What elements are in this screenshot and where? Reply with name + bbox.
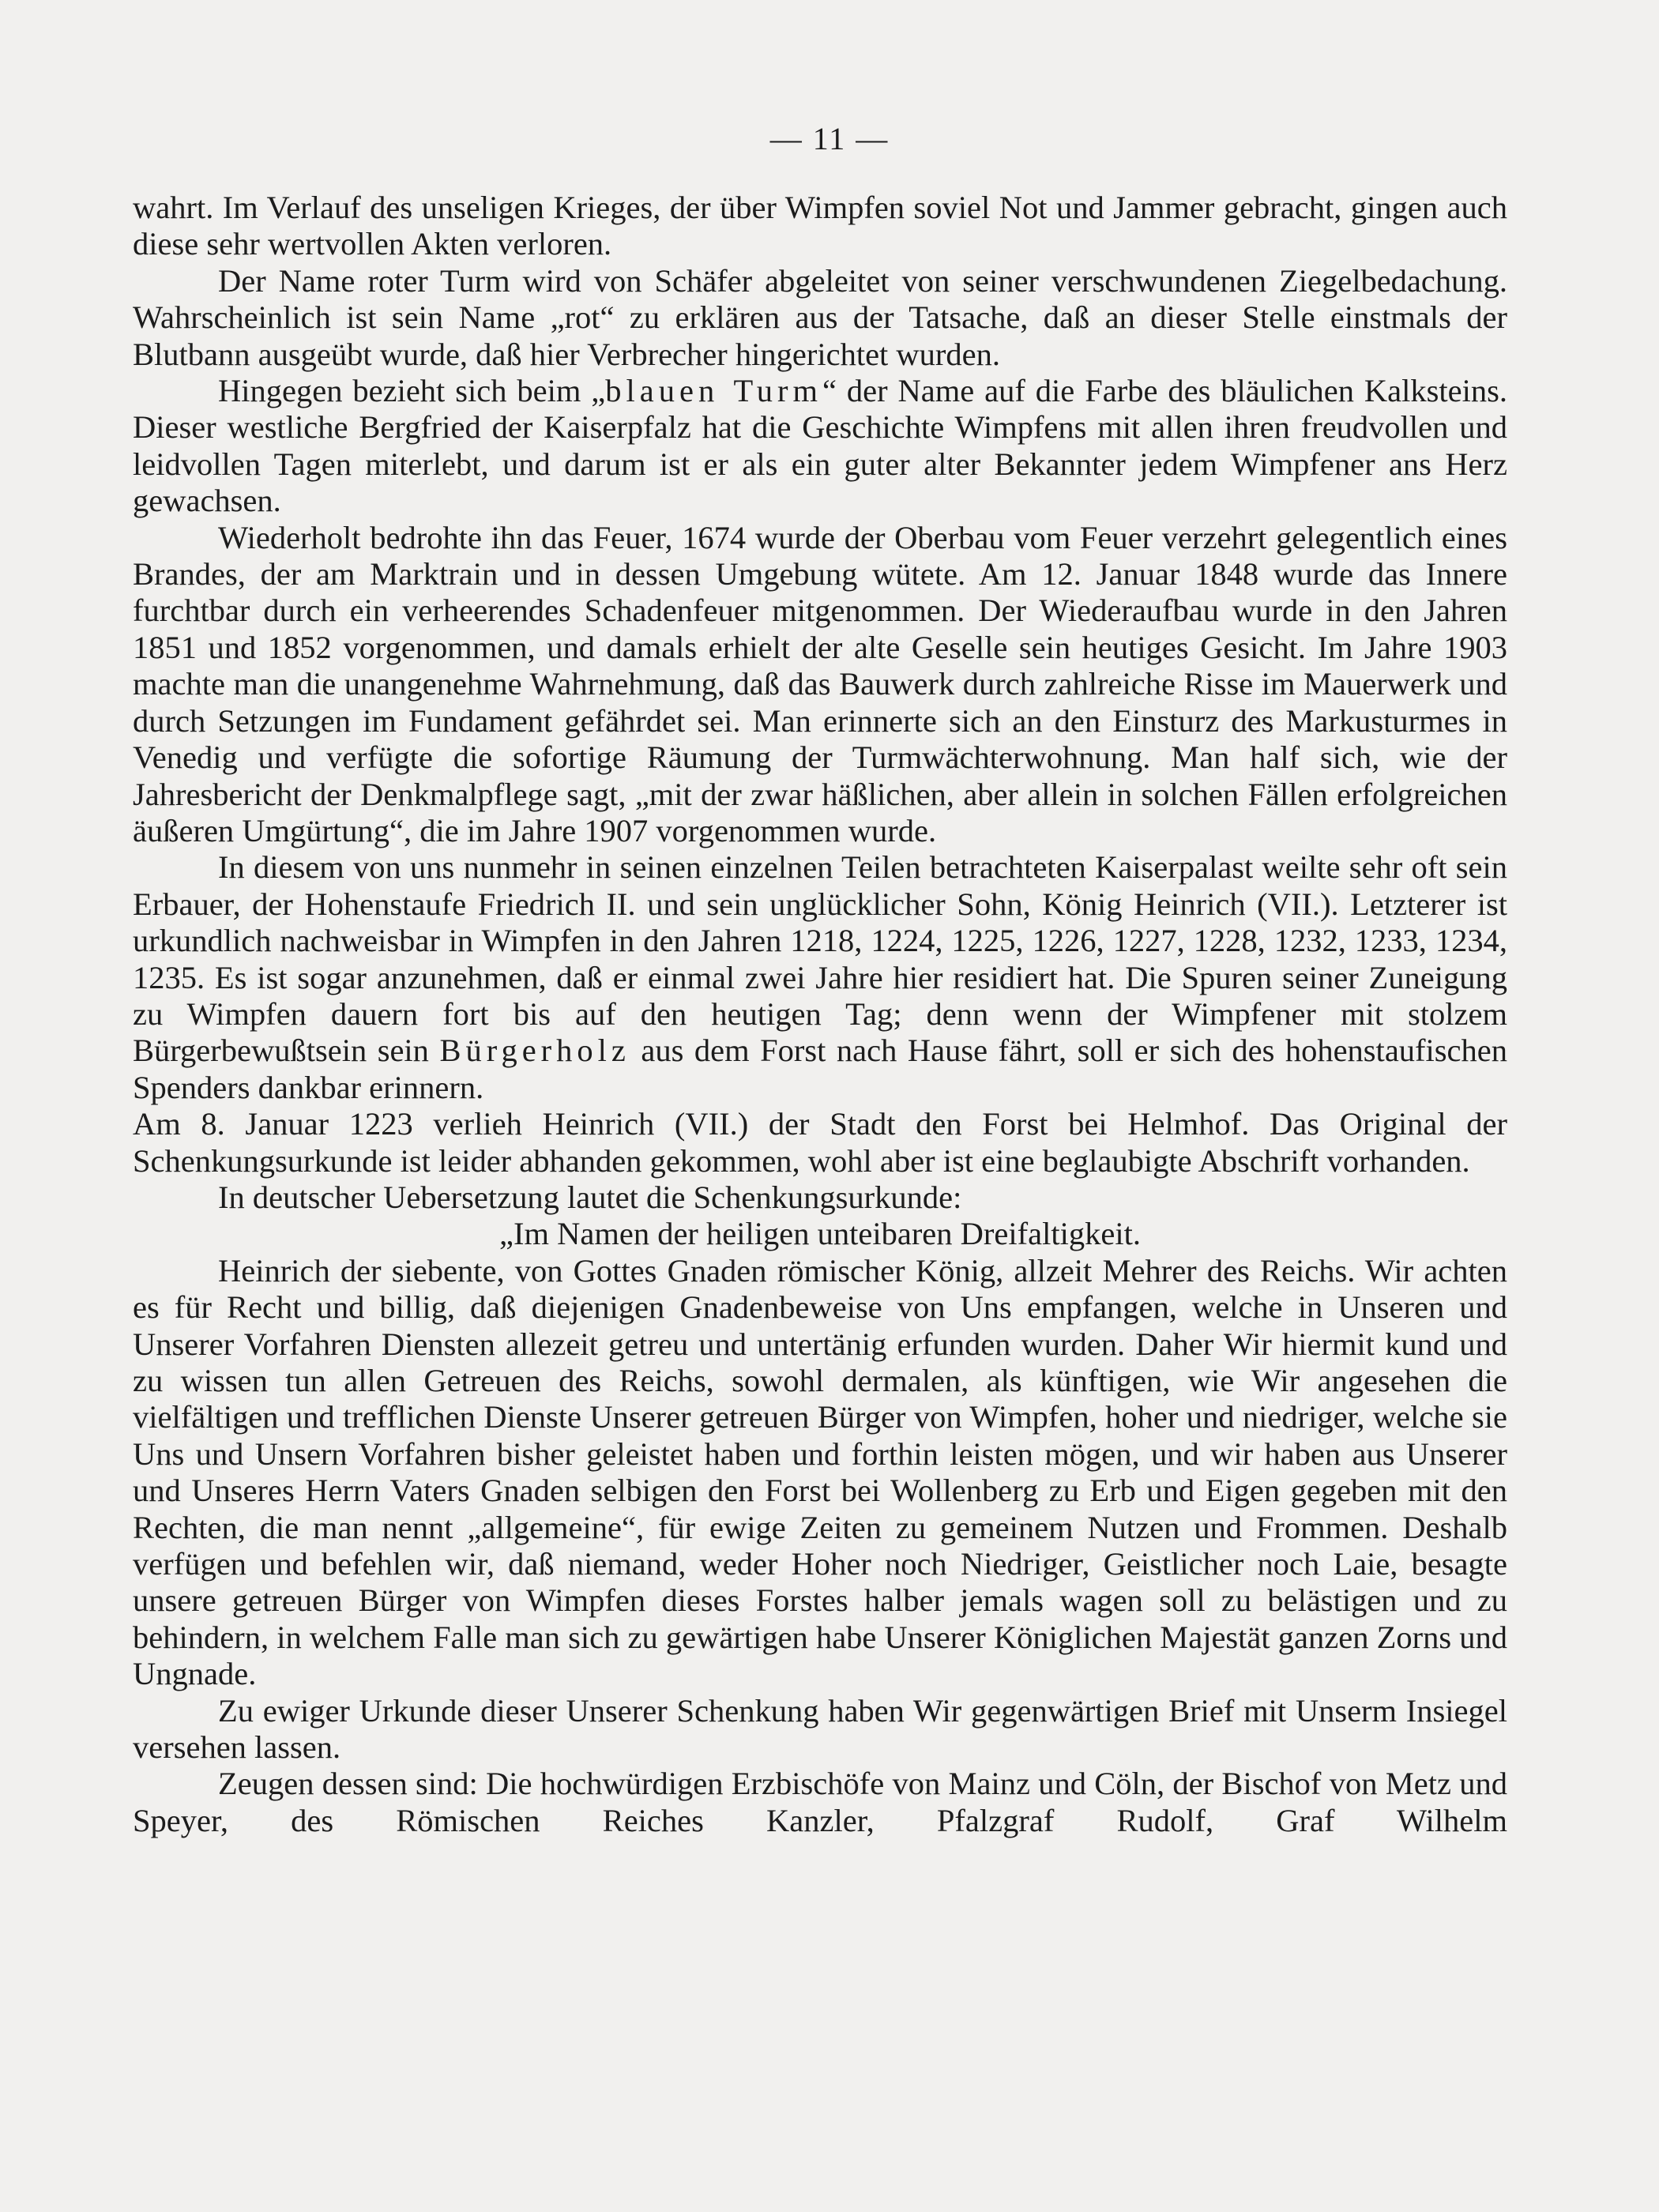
paragraph-text: aus dem Forst nach Hause fährt, soll er sich des hohenstaufischen Spenders dankbar erinnern. <box>133 1033 1507 1105</box>
body-text <box>133 190 1507 1839</box>
paragraph: Heinrich der siebente, von Gottes Gnaden römischer König, allzeit Mehrer des Reichs. Wir achten es für Recht und billig, daß diejenigen Gnadenbeweise von Uns empfangen, welche in Unseren und Unserer Vorfahren Diensten allezeit getreu und untertänig erfunden wurden. Daher Wir hiermit kund und zu wissen tun allen Getreuen des Reichs, sowohl dermalen, als künftigen, wie Wir angesehen die vielfältigen und trefflichen Dienste Unserer getreuen Bürger von Wimpfen, hoher und niedriger, welche sie Uns und Unsern Vorfahren bisher geleistet haben und forthin leisten mögen, und wir haben aus Unserer und Unseres Herrn Vaters Gnaden selbigen den Forst bei Wollenberg zu Erb und Eigen gegeben mit den Rechten, die man nennt „allgemeine“, für ewige Zeiten zu gemeinem Nutzen und Frommen. Deshalb verfügen und befehlen wir, daß niemand, weder Hoher noch Niedriger, Geistlicher noch Laie, besagte unsere getreuen Bürger von Wimpfen dieses Forstes halber jemals wagen soll zu belästigen und zu behindern, in welchem Falle man sich zu gewärtigen habe Unserer Königlichen Majestät ganzen Zorns und Ungnade. <box>133 1252 1507 1692</box>
paragraph <box>133 373 1507 520</box>
paragraph-text: In diesem von uns nunmehr in seinen einzelnen Teilen betrachteten Kaiserpalast weilte sehr oft sein Erbauer, der Hohenstaufe Friedrich II. und sein unglücklicher Sohn, König Heinrich (VII.). Letzterer ist urkundlich nachweisbar in Wimpfen in den Jahren 1218, 1224, 1225, 1226, 1227, 1228, 1232, 1233, 1234, 1235. Es ist sogar anzunehmen, daß er einmal zwei Jahre hier residiert hat. Die Spuren seiner Zuneigung zu Wimpfen dauern fort bis auf den heutigen Tag; denn wenn der Wimpfener mit stolzem Bürgerbewußtsein sein <box>133 849 1507 1069</box>
paragraph-text: “ der Name auf die Farbe des bläulichen Kalksteins. Dieser westliche Bergfried der Kaiserpfalz hat die Geschichte Wimpfens mit allen ihren freudvollen und leidvollen Tagen miterlebt, und darum ist er als ein guter alter Bekannter jedem Wimpfener ans Herz gewachsen. <box>133 373 1507 519</box>
emphasized-text: blauen Turm <box>605 373 822 409</box>
paragraph: Zeugen dessen sind: Die hochwürdigen Erzbischöfe von Mainz und Cöln, der Bischof von Metz und Speyer, des Römischen Reiches Kanzler, Pfalzgraf Rudolf, Graf Wilhelm <box>133 1766 1507 1838</box>
paragraph <box>133 849 1507 1106</box>
paragraph-text: Hingegen bezieht sich beim „ <box>218 373 606 409</box>
paragraph: Zu ewiger Urkunde dieser Unserer Schenkung haben Wir gegenwärtigen Brief mit Unserm Insiegel versehen lassen. <box>133 1692 1507 1766</box>
page-number: — 11 — <box>769 121 890 156</box>
paragraph: Am 8. Januar 1223 verlieh Heinrich (VII.) der Stadt den Forst bei Helmhof. Das Original der Schenkungsurkunde ist leider abhanden gekommen, wohl aber ist eine beglaubigte Abschrift vorhanden. <box>133 1106 1507 1179</box>
document-heading: „Im Namen der heiligen unteibaren Dreifaltigkeit. <box>499 1216 1141 1252</box>
paragraph: Der Name roter Turm wird von Schäfer abgeleitet von seiner verschwundenen Ziegelbedachung. Wahrscheinlich ist sein Name „rot“ zu erklären aus der Tatsache, daß an dieser Stelle einstmals der Blutbann ausgeübt wurde, daß hier Verbrecher hingerichtet wurden. <box>133 262 1507 372</box>
paragraph: Wiederholt bedrohte ihn das Feuer, 1674 wurde der Oberbau vom Feuer verzehrt gelegentlich eines Brandes, der am Marktrain und in dessen Umgebung wütete. Am 12. Januar 1848 wurde das Innere furchtbar durch ein verheerendes Schadenfeuer mitgenommen. Der Wiederaufbau wurde in den Jahren 1851 und 1852 vorgenommen, und damals erhielt der alte Geselle sein heutiges Gesicht. Im Jahre 1903 machte man die unangenehme Wahrnehmung, daß das Bauwerk durch zahlreiche Risse im Mauerwerk und durch Setzungen im Fundament gefährdet sei. Man erinnerte sich an den Einsturz des Markusturmes in Venedig und verfügte die sofortige Räumung der Turmwächterwohnung. Man half sich, wie der Jahresbericht der Denkmalpflege sagt, „mit der zwar häßlichen, aber allein in solchen Fällen erfolgreichen äußeren Umgürtung“, die im Jahre 1907 vorgenommen wurde. <box>133 519 1507 848</box>
emphasized-text: Bürgerholz <box>439 1033 630 1069</box>
paragraph: In deutscher Uebersetzung lautet die Schenkungsurkunde: <box>218 1179 962 1215</box>
paragraph: wahrt. Im Verlauf des unseligen Krieges, der über Wimpfen soviel Not und Jammer gebracht, gingen auch diese sehr wertvollen Akten verloren. <box>133 190 1507 262</box>
